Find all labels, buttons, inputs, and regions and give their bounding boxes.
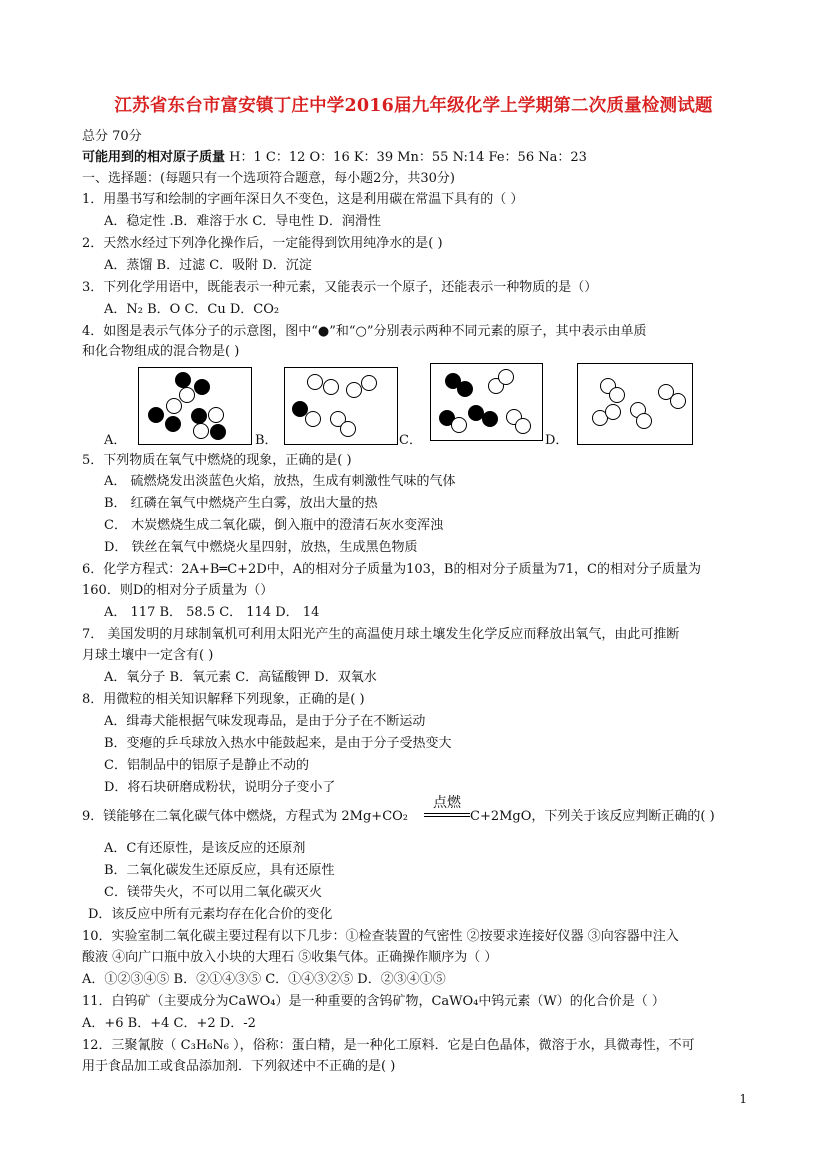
molecule-diagram-a-graphic (139, 368, 251, 444)
page-title: 江苏省东台市富安镇丁庄中学2016届九年级化学上学期第二次质量检测试题 (114, 96, 713, 116)
question-8-option-d: D．将石块研磨成粉状，说明分子变小了 (104, 780, 336, 795)
question-7-options: A．氧分子 B．氧元素 C．高锰酸钾 D．双氧水 (104, 670, 377, 685)
question-4-line2: 和化合物组成的混合物是( ) (82, 344, 240, 359)
molecule-diagram-b (284, 367, 398, 445)
question-9-option-a: A．C有还原性，是该反应的还原剂 (104, 841, 306, 856)
diagram-d-label: D． (545, 433, 569, 448)
diagram-b-label: B． (255, 433, 278, 448)
section-heading: 一、选择题：(每题只有一个选项符合题意，每小题2分，共30分) (82, 171, 455, 186)
question-8: 8．用微粒的相关知识解释下列现象，正确的是( ) (82, 692, 365, 707)
molecule-diagram-d-graphic (578, 364, 692, 444)
question-7-line1: 7． 美国发明的月球制氧机可利用太阳光产生的高温使月球土壤发生化学反应而释放出氧气，由此可推断 (82, 627, 680, 642)
question-10-line2: 酸液 ④向广口瓶中放入小块的大理石 ⑤收集气体。正确操作顺序为（ ） (82, 950, 498, 965)
question-5-option-a: A． 硫燃烧发出淡蓝色火焰，放热，生成有刺激性气味的气体 (104, 474, 456, 489)
question-11: 11．白钨矿（主要成分为CaWO₄）是一种重要的含钨矿物，CaWO₄中钨元素（W）的化合价是（ ） (82, 994, 665, 1009)
reaction-condition: 点燃 (433, 795, 461, 811)
question-2: 2．天然水经过下列净化操作后，一定能得到饮用纯净水的是( ) (82, 236, 443, 251)
equals-bar-top (424, 813, 470, 814)
question-9-option-b: B．二氧化碳发生还原反应，具有还原性 (104, 863, 335, 878)
question-11-options: A．+6 B．+4 C．+2 D．-2 (82, 1016, 256, 1031)
molecule-diagram-c (430, 363, 543, 441)
question-5: 5．下列物质在氧气中燃烧的现象，正确的是( ) (82, 453, 352, 468)
question-1-options: A．稳定性 .B．难溶于水 C．导电性 D．润滑性 (104, 214, 381, 229)
molecule-diagram-c-graphic (431, 364, 542, 440)
question-12-line2: 用于食品加工或食品添加剂．下列叙述中不正确的是( ) (82, 1059, 396, 1074)
question-7-line2: 月球土壤中一定含有( ) (82, 648, 214, 663)
diagram-a-label: A． (104, 433, 127, 448)
question-9-option-d: D．该反应中所有元素均存在化合价的变化 (88, 907, 333, 922)
question-5-option-c: C． 木炭燃烧生成二氧化碳，倒入瓶中的澄清石灰水变浑浊 (104, 518, 444, 533)
page-number: 1 (739, 1092, 747, 1106)
molecule-diagram-d (577, 363, 693, 445)
question-6-line1: 6．化学方程式：2A+B═C+2D中，A的相对分子质量为103，B的相对分子质量为71，C的相对分子质量为 (82, 562, 701, 577)
question-9-post: C+2MgO，下列关于该反应判断正确的( ) (470, 809, 715, 824)
question-2-options: A．蒸馏 B．过滤 C．吸附 D．沉淀 (104, 258, 312, 273)
question-4-line1: 4．如图是表示气体分子的示意图，图中“●”和“○”分别表示两种不同元素的原子，其中表示由单质 (82, 324, 647, 339)
atomic-mass-label: 可能用到的相对原子质量 (82, 150, 226, 165)
question-9-pre: 9．镁能够在二氧化碳气体中燃烧，方程式为 2Mg+CO₂ (82, 809, 409, 824)
total-score: 总分 70分 (82, 129, 142, 144)
question-8-option-a: A．缉毒犬能根据气味发现毒品，是由于分子在不断运动 (104, 714, 426, 729)
atomic-mass-values: H：1 C：12 O：16 K：39 Mn：55 N:14 Fe：56 Na：23 (225, 150, 587, 165)
question-12-line1: 12．三聚氰胺（ C₃H₆N₆ ），俗称：蛋白精，是一种化工原料．它是白色晶体，微溶于水，具微毒性，不可 (82, 1038, 695, 1053)
question-10-line1: 10．实验室制二氧化碳主要过程有以下几步：①检查装置的气密性 ②按要求连接好仪器 ③向容器中注入 (82, 929, 679, 944)
question-8-option-b: B．变瘪的乒乓球放入热水中能鼓起来，是由于分子受热变大 (104, 736, 452, 751)
question-5-option-b: B． 红磷在氧气中燃烧产生白雾，放出大量的热 (104, 496, 378, 511)
question-3: 3．下列化学用语中，既能表示一种元素，又能表示一个原子，还能表示一种物质的是（） (82, 280, 598, 295)
molecule-diagram-a (138, 367, 252, 445)
question-8-option-c: C．铝制品中的铝原子是静止不动的 (104, 758, 309, 773)
question-3-options: A．N₂ B．O C．Cu D．CO₂ (104, 302, 280, 317)
equals-bar-bottom (424, 816, 470, 817)
diagram-c-label: C． (399, 433, 422, 448)
molecule-diagram-b-graphic (285, 368, 397, 444)
question-9-option-c: C．镁带失火，不可以用二氧化碳灭火 (104, 885, 322, 900)
question-1: 1．用墨书写和绘制的字画年深日久不变色，这是利用碳在常温下具有的（ ） (82, 192, 524, 207)
question-10-options: A．①②③④⑤ B．②①④③⑤ C．①④③②⑤ D．②③④①⑤ (82, 972, 446, 987)
question-5-option-d: D． 铁丝在氧气中燃烧火星四射，放热，生成黑色物质 (104, 540, 418, 555)
question-6-line2: 160．则D的相对分子质量为（） (82, 583, 274, 598)
atomic-mass-line (82, 150, 587, 166)
question-6-options: A． 117 B． 58.5 C． 114 D． 14 (104, 605, 320, 620)
